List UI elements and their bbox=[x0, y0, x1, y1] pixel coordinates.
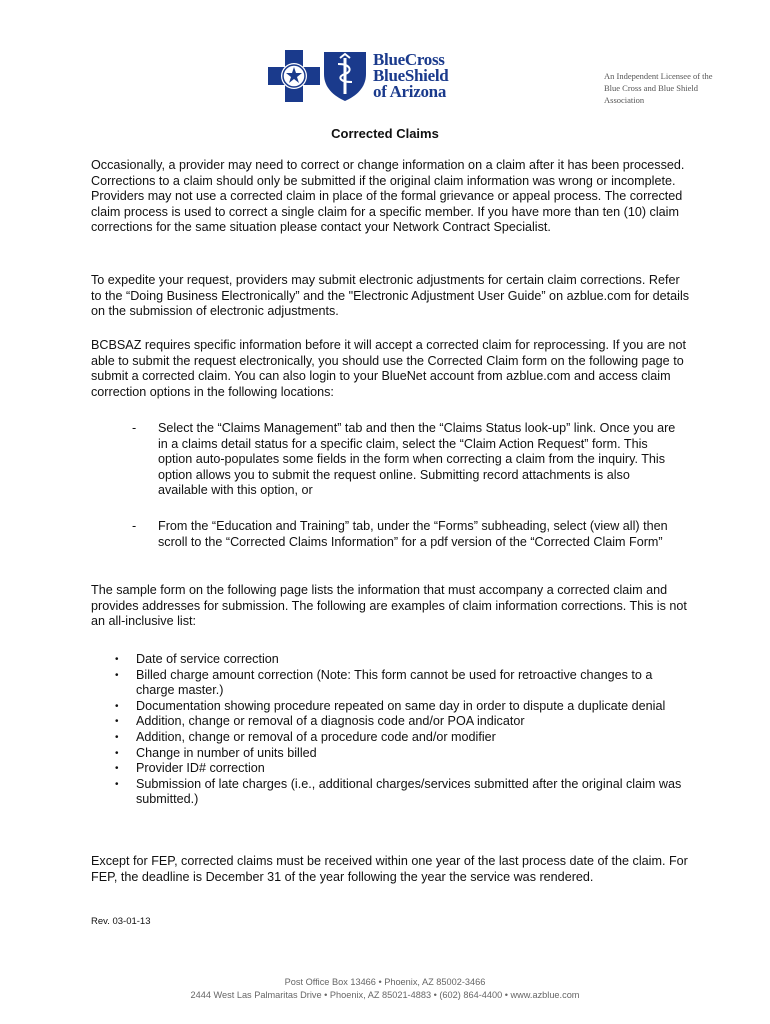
list-item: • Addition, change or removal of a diagnosis code and/or POA indicator bbox=[115, 714, 525, 729]
licensee-note: An Independent Licensee of the Blue Cross and Blue Shield Association bbox=[604, 71, 713, 105]
list-item: • Change in number of units billed bbox=[115, 745, 317, 760]
correction-examples-list bbox=[91, 652, 691, 808]
footer-address: 2444 West Las Palmaritas Drive • Phoenix, AZ 85021-4883 • (602) 864-4400 • www.azblue.com bbox=[190, 990, 580, 1000]
list-item: • Billed charge amount correction (Note: This form cannot be used for retroactive changes to a charge master.) bbox=[115, 667, 653, 698]
logo-wordmark: BlueCross BlueShield of Arizona bbox=[373, 50, 449, 101]
blue-cross-icon bbox=[268, 50, 320, 102]
bullet-icon: • bbox=[115, 731, 119, 743]
dash-item-text: From the “Education and Training” tab, under the “Forms” subheading, select (view all) then scroll to the “Corrected Claims Information” for a pdf version of the “Corrected Claim Form” bbox=[158, 519, 668, 549]
paragraph-intro: Occasionally, a provider may need to correct or change information on a claim after it has been processed. Corrections to a claim should only be submitted if the original claim information was wrong or incomplete. Providers may not use a corrected claim in place of the formal grievance or appeal process. The corrected claim process is used to correct a single claim for a specific member. If you have more than ten (10) claim corrections for the same situation please contact your Network Contract Specialist. bbox=[91, 158, 685, 235]
revision-date: Rev. 03-01-13 bbox=[91, 916, 151, 927]
bullet-icon: • bbox=[115, 669, 119, 681]
bullet-icon: • bbox=[115, 716, 119, 728]
bullet-icon: • bbox=[115, 654, 119, 665]
paragraph-deadline: Except for FEP, corrected claims must be received within one year of the last process date of the claim. For FEP, the deadline is December 31 of the year following the year the service was rendered. bbox=[91, 854, 688, 884]
bullet-icon: • bbox=[115, 747, 119, 759]
blue-shield-icon bbox=[322, 50, 368, 102]
page-title: Corrected Claims bbox=[331, 126, 439, 141]
bullet-icon: • bbox=[115, 778, 119, 790]
dash-item-text: Select the “Claims Management” tab and then the “Claims Status look-up” link. Once you are in a claims detail status for a specific claim, select the “Claim Action Request” form. This option auto-populates some fields in the form when correcting a claim from the inquiry. This option allows you to submit the request online. Submitting record attachments is also available with this option, or bbox=[158, 421, 676, 498]
bcbsaz-logo bbox=[268, 50, 468, 106]
bullet-icon: • bbox=[115, 763, 119, 775]
paragraph-sample-form: The sample form on the following page lists the information that must accompany a corrected claim and provides addresses for submission. The following are examples of claim information corrections. This is not an all-inclusive list: bbox=[91, 583, 687, 629]
dash-marker: - bbox=[132, 421, 137, 435]
list-item: • Addition, change or removal of a procedure code and/or modifier bbox=[115, 729, 496, 744]
list-item: • Provider ID# correction bbox=[115, 761, 265, 776]
dash-marker: - bbox=[132, 519, 137, 533]
paragraph-requirements: BCBSAZ requires specific information before it will accept a corrected claim for reprocessing. If you are not able to submit the request electronically, you should use the Corrected Claim form on the following page to submit a corrected claim. You can also login to your BlueNet account from azblue.com and access claim correction options in the following locations: bbox=[91, 338, 686, 399]
footer-po-box: Post Office Box 13466 • Phoenix, AZ 85002-3466 bbox=[284, 977, 486, 987]
list-item: • Documentation showing procedure repeated on same day in order to dispute a duplicate denial bbox=[115, 698, 666, 713]
paragraph-electronic: To expedite your request, providers may submit electronic adjustments for certain claim corrections. Refer to the “Doing Business Electronically” and the "Electronic Adjustment User Guide” on azblue.com for details on the submission of electronic adjustments. bbox=[91, 273, 690, 319]
list-item: • Submission of late charges (i.e., additional charges/services submitted after the original claim was submitted.) bbox=[115, 776, 682, 807]
list-item: • Date of service correction bbox=[115, 652, 279, 666]
bullet-icon: • bbox=[115, 700, 119, 712]
